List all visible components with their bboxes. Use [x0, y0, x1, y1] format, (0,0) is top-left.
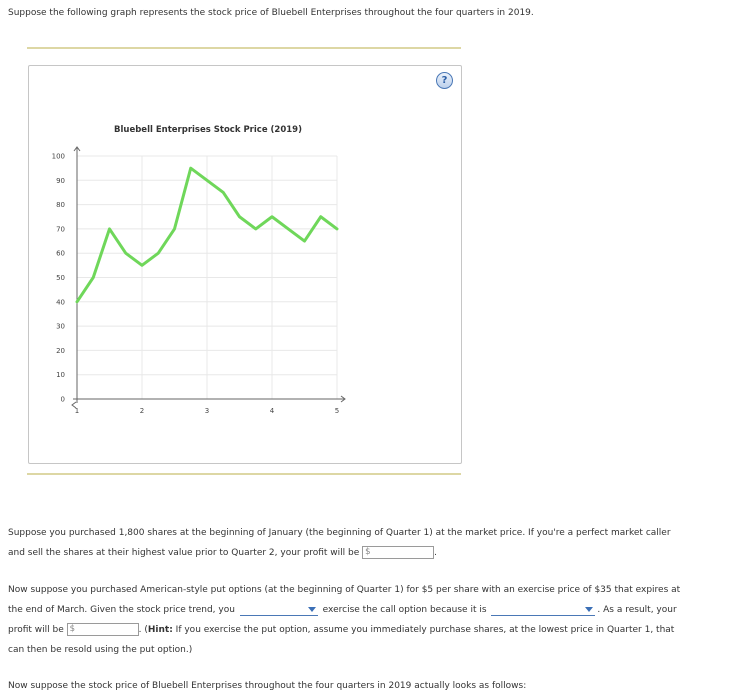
- q1-period: .: [434, 548, 437, 558]
- q2-line-2: [8, 600, 734, 620]
- y-tick-label: 0: [60, 395, 65, 404]
- q3-text: Now suppose the stock price of Bluebell Enterprises throughout the four quarters in 2019 actually looks as follows:: [8, 681, 527, 691]
- y-tick-label: 20: [56, 346, 65, 355]
- q2-text-open: . (: [138, 625, 148, 635]
- top-divider: [27, 47, 461, 49]
- y-tick-label: 70: [56, 225, 65, 234]
- q2-line-3: [8, 620, 734, 640]
- profit-input-1[interactable]: [362, 546, 434, 559]
- q1-text: and sell the shares at their highest value prior to Quarter 2, your profit will be: [8, 548, 360, 558]
- profit-input-2[interactable]: [67, 623, 139, 636]
- q2-text-profit: profit will be: [8, 625, 64, 635]
- question-1: [8, 523, 734, 563]
- exercise-dropdown[interactable]: [240, 604, 318, 616]
- bottom-divider: [27, 473, 461, 475]
- help-icon[interactable]: ?: [436, 72, 453, 89]
- question-3: [8, 676, 734, 696]
- chevron-down-icon: [308, 607, 316, 612]
- dollar-sign: $: [69, 624, 76, 634]
- intro-text: Suppose the following graph represents the stock price of Bluebell Enterprises throughout the four quarters in 2019.: [8, 8, 534, 18]
- q2-line-1: Now suppose you purchased American-style put options (at the beginning of Quarter 1) for $5 per share with an exercise price of $35 that expires at: [8, 585, 681, 595]
- q2-text-b: exercise the call option because it is: [322, 605, 487, 615]
- question-2: [8, 580, 734, 660]
- dollar-sign: $: [365, 547, 371, 557]
- hint-text: If you exercise the put option, assume you immediately purchase shares, at the lowest price in Quarter 1, that: [172, 625, 675, 635]
- y-tick-label: 10: [56, 371, 65, 380]
- stock-price-chart: [29, 66, 461, 463]
- chevron-down-icon: [585, 607, 593, 612]
- y-tick-label: 60: [56, 249, 65, 258]
- q1-line-1: Suppose you purchased 1,800 shares at the beginning of January (the beginning of Quarter 1) at the market price. If you're a perfect market caller: [8, 528, 671, 538]
- y-tick-label: 100: [51, 152, 65, 161]
- y-tick-label: 30: [56, 322, 65, 331]
- graph-panel: [28, 65, 462, 464]
- q2-line-4: can then be resold using the put option.): [8, 645, 193, 655]
- hint-label: Hint:: [147, 625, 173, 635]
- x-tick-label: 5: [334, 407, 340, 415]
- y-tick-label: 50: [56, 274, 65, 282]
- y-tick-label: 90: [56, 176, 65, 185]
- x-tick-label: 1: [74, 407, 80, 415]
- y-tick-label: 40: [56, 298, 65, 307]
- q1-line-2: [8, 543, 734, 563]
- x-tick-label: 3: [204, 407, 210, 415]
- q2-text-c: . As a result, your: [597, 605, 677, 615]
- x-tick-label: 2: [139, 407, 145, 415]
- q2-text-a: the end of March. Given the stock price trend, you: [8, 605, 235, 615]
- chart-title: Bluebell Enterprises Stock Price (2019): [114, 125, 302, 135]
- x-tick-label: 4: [269, 407, 275, 415]
- money-status-dropdown[interactable]: [491, 604, 595, 616]
- y-tick-label: 80: [56, 201, 65, 210]
